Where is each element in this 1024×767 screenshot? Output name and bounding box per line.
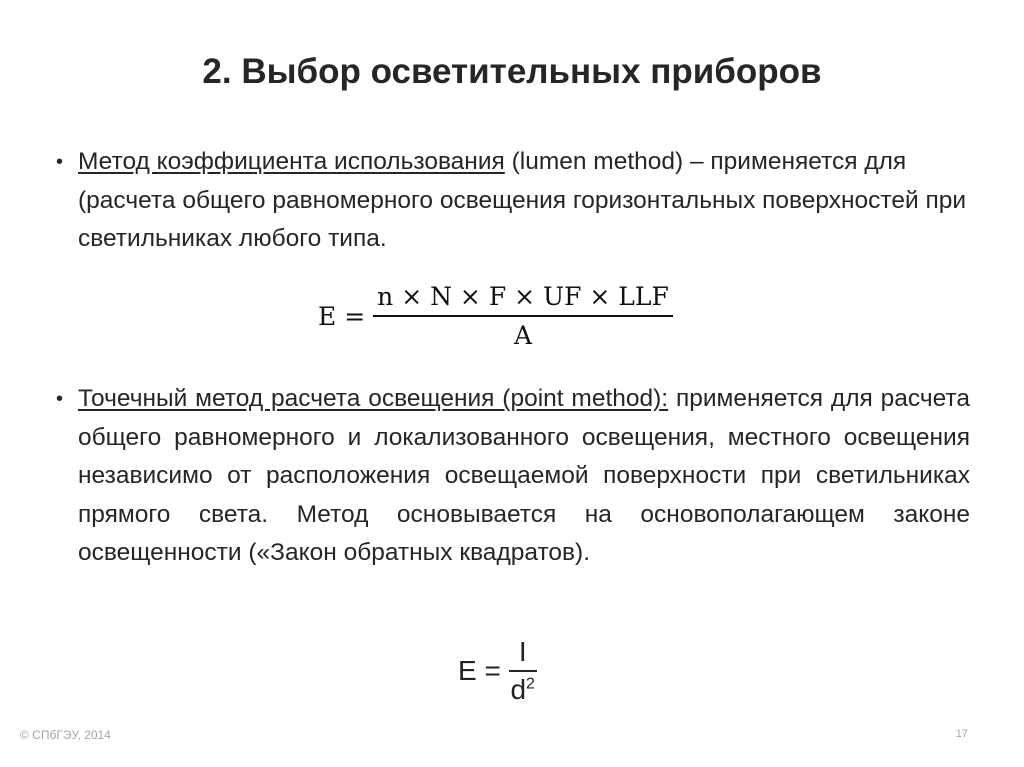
formula-lhs: E = bbox=[458, 655, 501, 686]
formula-lumen bbox=[318, 282, 673, 350]
bullet-dot: • bbox=[56, 151, 64, 173]
formula-numerator: I bbox=[509, 636, 537, 672]
page-number: 17 bbox=[955, 728, 968, 740]
formula-lhs: E = bbox=[318, 301, 366, 331]
bullet-heading: Точечный метод расчета освещения (point method): bbox=[78, 385, 669, 412]
formula-numerator: n × N × F × UF × LLF bbox=[373, 282, 673, 317]
bullet-heading: Метод коэффициента использования bbox=[78, 148, 505, 175]
bullet-text: (lumen method) – применяется для (расчета общего равномерного освещения горизонтальных поверхностей при светильниках любого типа. bbox=[78, 148, 967, 252]
bullet-lumen-method bbox=[56, 143, 970, 259]
formula-inverse-square bbox=[458, 636, 537, 706]
formula-fraction bbox=[373, 282, 673, 350]
formula-denominator bbox=[510, 672, 534, 706]
formula-exponent: 2 bbox=[526, 675, 535, 693]
bullet-point-method bbox=[56, 380, 970, 573]
bullet-text: применяется для расчета общего равномерного и локализованного освещения, местного освещения независимо от расположения освещаемой поверхности при светильниках прямого света. Метод основывается на основополагающем законе освещенности («Закон обратных квадратов). bbox=[78, 385, 970, 566]
slide-title: 2. Выбор осветительных приборов bbox=[202, 52, 822, 91]
footer-copyright: © СПбГЭУ, 2014 bbox=[20, 728, 111, 742]
formula-denominator-base: d bbox=[510, 674, 527, 705]
bullet-dot: • bbox=[56, 388, 64, 410]
formula-denominator: A bbox=[513, 321, 533, 350]
formula-fraction bbox=[509, 636, 537, 706]
